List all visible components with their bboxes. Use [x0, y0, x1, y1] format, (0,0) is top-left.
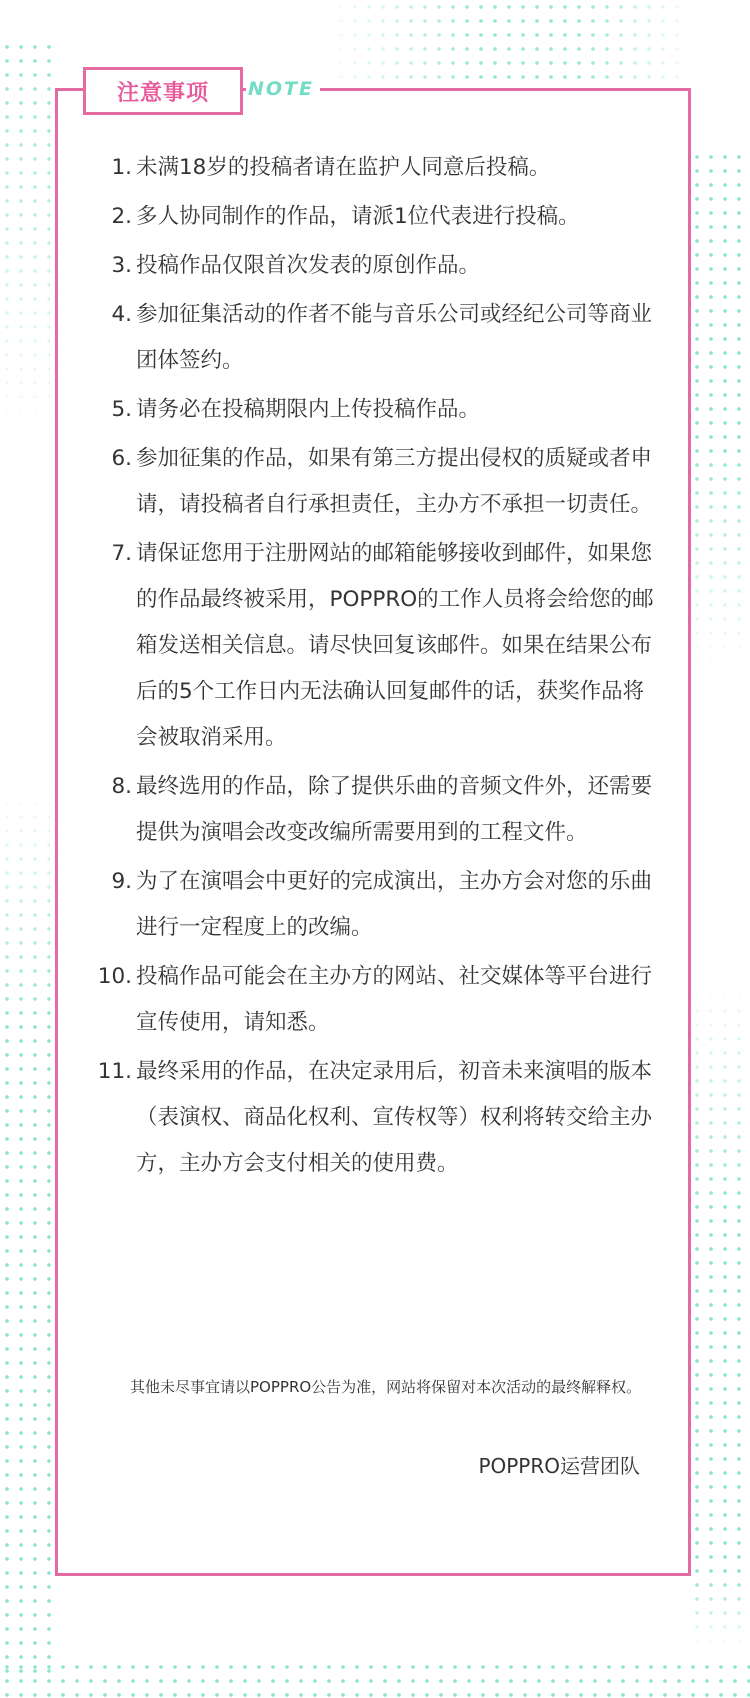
notice-item-number: 5. — [111, 397, 132, 422]
notice-item-number: 3. — [111, 253, 132, 278]
note-label: NOTE — [246, 78, 320, 100]
section-title-text: 注意事项 — [116, 80, 209, 106]
dot-pattern-top — [320, 0, 700, 95]
notice-item-text: 未满18岁的投稿者请在监护人同意后投稿。 — [136, 155, 551, 180]
dot-pattern-bottom — [0, 1660, 750, 1698]
notice-item-number: 4. — [111, 302, 132, 327]
notice-item — [86, 531, 656, 761]
notice-item-number: 10. — [97, 964, 132, 989]
notice-item-text: 为了在演唱会中更好的完成演出，主办方会对您的乐曲进行一定程度上的改编。 — [136, 869, 653, 940]
notice-item-text: 最终采用的作品，在决定录用后，初音未来演唱的版本（表演权、商品化权利、宣传权等）权利将转交给主办方，主办方会支付相关的使用费。 — [136, 1059, 653, 1176]
notice-item-text: 请保证您用于注册网站的邮箱能够接收到邮件，如果您的作品最终被采用，POPPRO的工作人员将会给您的邮箱发送相关信息。请尽快回复该邮件。如果在结果公布后的5个工作日内无法确认回复邮件的话，获奖作品将会被取消采用。 — [136, 541, 654, 750]
notice-item-number: 1. — [111, 155, 132, 180]
notice-item-text: 最终选用的作品，除了提供乐曲的音频文件外，还需要提供为演唱会改变改编所需要用到的工程文件。 — [136, 774, 653, 845]
notice-item — [86, 243, 656, 289]
notice-item — [86, 194, 656, 240]
notice-item-number: 8. — [111, 774, 132, 799]
notice-item — [86, 859, 656, 951]
dot-pattern-left — [0, 40, 52, 1680]
signature: POPPRO运营团队 — [478, 1454, 640, 1478]
notice-item-text: 投稿作品可能会在主办方的网站、社交媒体等平台进行宣传使用，请知悉。 — [136, 964, 653, 1035]
notice-item — [86, 954, 656, 1046]
notice-item-text: 投稿作品仅限首次发表的原创作品。 — [136, 253, 481, 278]
dot-pattern-right — [690, 150, 750, 1650]
notice-item-text: 多人协同制作的作品，请派1位代表进行投稿。 — [136, 204, 580, 229]
notice-item-text: 参加征集活动的作者不能与音乐公司或经纪公司等商业团体签约。 — [136, 302, 653, 373]
notice-item — [86, 436, 656, 528]
notice-item — [86, 145, 656, 191]
section-title — [83, 67, 243, 115]
notice-item-text: 请务必在投稿期限内上传投稿作品。 — [136, 397, 481, 422]
notice-item — [86, 764, 656, 856]
notice-item-number: 7. — [111, 541, 132, 566]
notice-item-number: 6. — [111, 446, 132, 471]
notice-item-number: 2. — [111, 204, 132, 229]
notice-item-number: 9. — [111, 869, 132, 894]
notice-item-text: 参加征集的作品，如果有第三方提出侵权的质疑或者申请，请投稿者自行承担责任，主办方不承担一切责任。 — [136, 446, 653, 517]
notice-list — [86, 145, 656, 1190]
footnote: 其他未尽事宜请以POPPRO公告为准，网站将保留对本次活动的最终解释权。 — [130, 1378, 642, 1396]
notice-item — [86, 292, 656, 384]
notice-item — [86, 387, 656, 433]
notice-item-number: 11. — [97, 1059, 132, 1084]
notice-item — [86, 1049, 656, 1187]
